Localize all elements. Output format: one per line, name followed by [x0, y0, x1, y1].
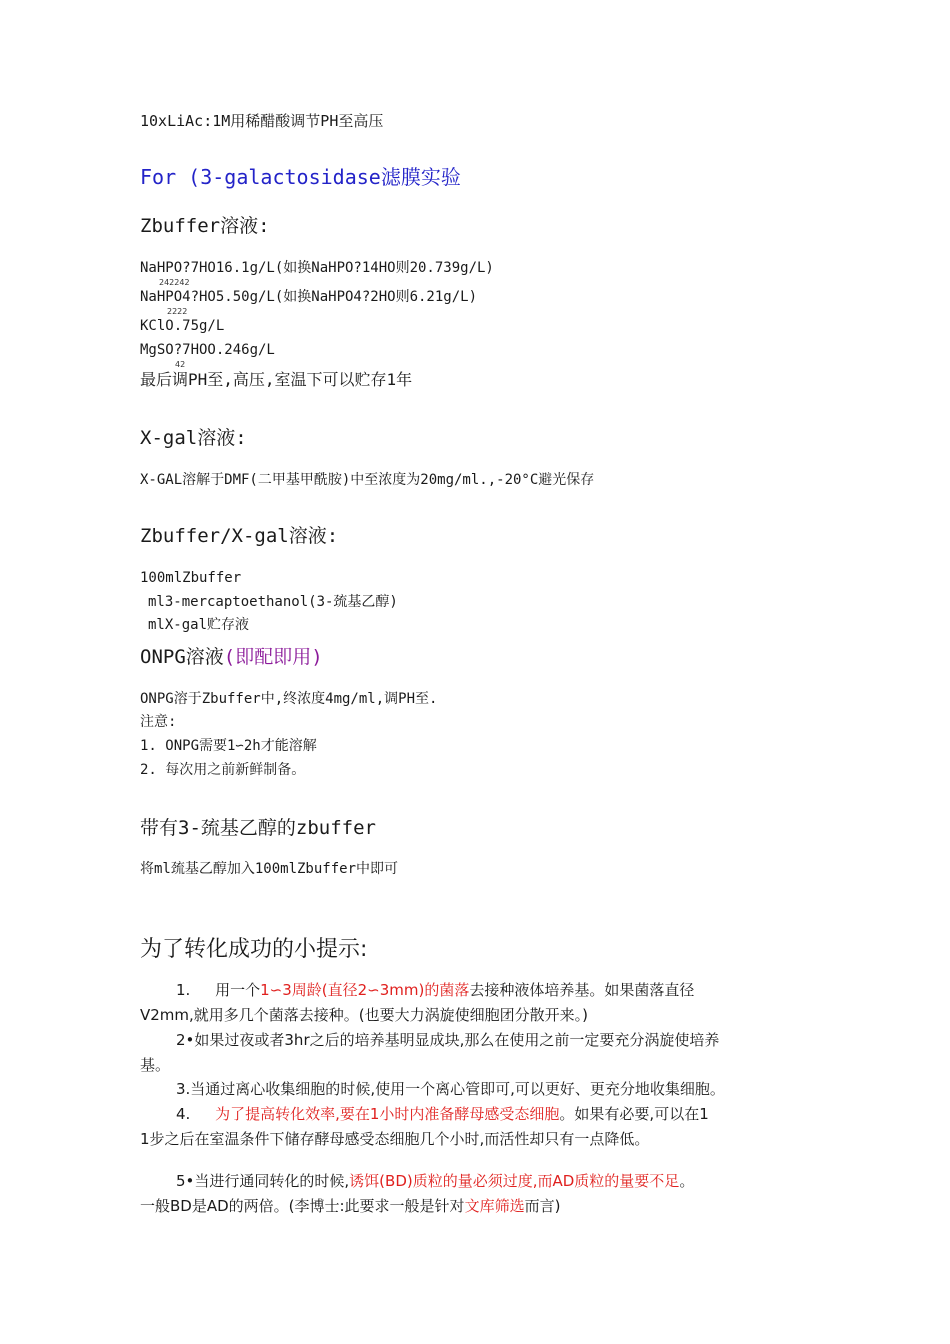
onpg-heading	[140, 648, 323, 667]
zbuffer-line-1-subscripts: 242242	[159, 278, 190, 287]
tip-5-lead: 5•当进行通同转化的时候,	[176, 1172, 350, 1190]
zbuffer-line-2-subscripts: 2222	[167, 307, 188, 316]
tip-5-plasmid-emphasis: 诱饵(BD)质粒的量必须过度,而AD质粒的量要不足	[349, 1172, 680, 1190]
onpg-fresh-note: (即配即用)	[223, 646, 323, 668]
onpg-note-1: 1. ONPG需要1∽2h才能溶解	[140, 738, 317, 754]
tip-5-line-1	[176, 1174, 694, 1189]
tip-1-number: 1.	[176, 981, 191, 999]
tip-4-rest: 。如果有必要,可以在1	[559, 1105, 709, 1123]
tip-5-library-screening: 文库筛选	[464, 1197, 525, 1215]
transformation-tips-heading: 为了转化成功的小提示:	[140, 937, 368, 962]
onpg-line-1: ONPG溶于Zbuffer中,终浓度4mg/ml,调PH至.	[140, 691, 438, 707]
onpg-title: ONPG溶液	[140, 646, 224, 668]
zbuffer-xgal-line-1: 100mlZbuffer	[140, 570, 242, 586]
onpg-note-2: 2. 每次用之前新鲜制备。	[140, 762, 306, 778]
tip-1-line-2: V2mm,就用多几个菌落去接种。(也要大力涡旋使细胞团分散开来。)	[140, 1006, 589, 1024]
tip-1-lead: 用一个	[215, 981, 261, 999]
zbuffer-line-4-subscripts: 42	[175, 360, 186, 369]
xgal-heading: X-gal溶液:	[140, 427, 247, 449]
zbuffer-heading: Zbuffer溶液:	[140, 215, 270, 237]
zbuffer-line-1: NaHPO?7HO16.1g/L(如换NaHPO?14HO则20.739g/L)	[140, 260, 494, 276]
zbuffer-line-2: NaHPO4?HO5.50g/L(如换NaHPO4?2HO则6.21g/L)	[140, 289, 478, 305]
xgal-text: X-GAL溶解于DMF(二甲基甲酰胺)中至浓度为20mg/ml.,-20°C避光保存	[140, 472, 595, 488]
for-galactosidase-heading: For (3-galactosidase滤膜实验	[140, 165, 461, 189]
tip-5-period: 。	[679, 1172, 695, 1190]
zbuffer-xgal-line-3: mlX-gal贮存液	[148, 617, 250, 633]
tip-4-number: 4.	[176, 1105, 191, 1123]
tip-5-ratio-text: 一般BD是AD的两倍。(李博士:此要求一般是针对	[140, 1197, 465, 1215]
tip-5-line-2	[140, 1199, 560, 1214]
tip-4-efficiency-emphasis: 为了提高转化效率,要在1小时内准备酵母感受态细胞	[215, 1105, 560, 1123]
zbuffer-line-5: 最后调PH至,高压,室温下可以贮存1年	[140, 370, 413, 389]
mercaptoethanol-zbuffer-heading: 带有3-巯基乙醇的zbuffer	[140, 817, 376, 839]
onpg-note-label: 注意:	[140, 714, 177, 730]
tip-3: 3.当通过离心收集细胞的时候,使用一个离心管即可,可以更好、更充分地收集细胞。	[176, 1080, 725, 1098]
tip-1-line-1	[176, 983, 694, 998]
tip-1-colony-emphasis: 1∽3周龄(直径2∽3mm)的菌落	[260, 981, 470, 999]
zbuffer-line-4: MgSO?7HOO.246g/L	[140, 342, 275, 358]
tip-5-tail: 而言)	[524, 1197, 561, 1215]
tip-2-line-2: 基。	[140, 1056, 171, 1074]
zbuffer-line-3: KClO.75g/L	[140, 318, 225, 334]
zbuffer-xgal-line-2: ml3-mercaptoethanol(3-巯基乙醇)	[148, 594, 398, 610]
liac-line: 10xLiAc:1M用稀醋酸调节PH至高压	[140, 112, 384, 130]
tip-1-rest: 去接种液体培养基。如果菌落直径	[469, 981, 695, 999]
mercaptoethanol-zbuffer-text: 将ml巯基乙醇加入100mlZbuffer中即可	[140, 861, 399, 877]
tip-4-line-1	[176, 1107, 709, 1122]
tip-2-line-1: 2•如果过夜或者3hr之后的培养基明显成块,那么在使用之前一定要充分涡旋使培养	[176, 1031, 720, 1049]
zbuffer-xgal-heading: Zbuffer/X-gal溶液:	[140, 525, 339, 547]
tip-4-line-2: 1步之后在室温条件下储存酵母感受态细胞几个小时,而活性却只有一点降低。	[140, 1130, 650, 1148]
